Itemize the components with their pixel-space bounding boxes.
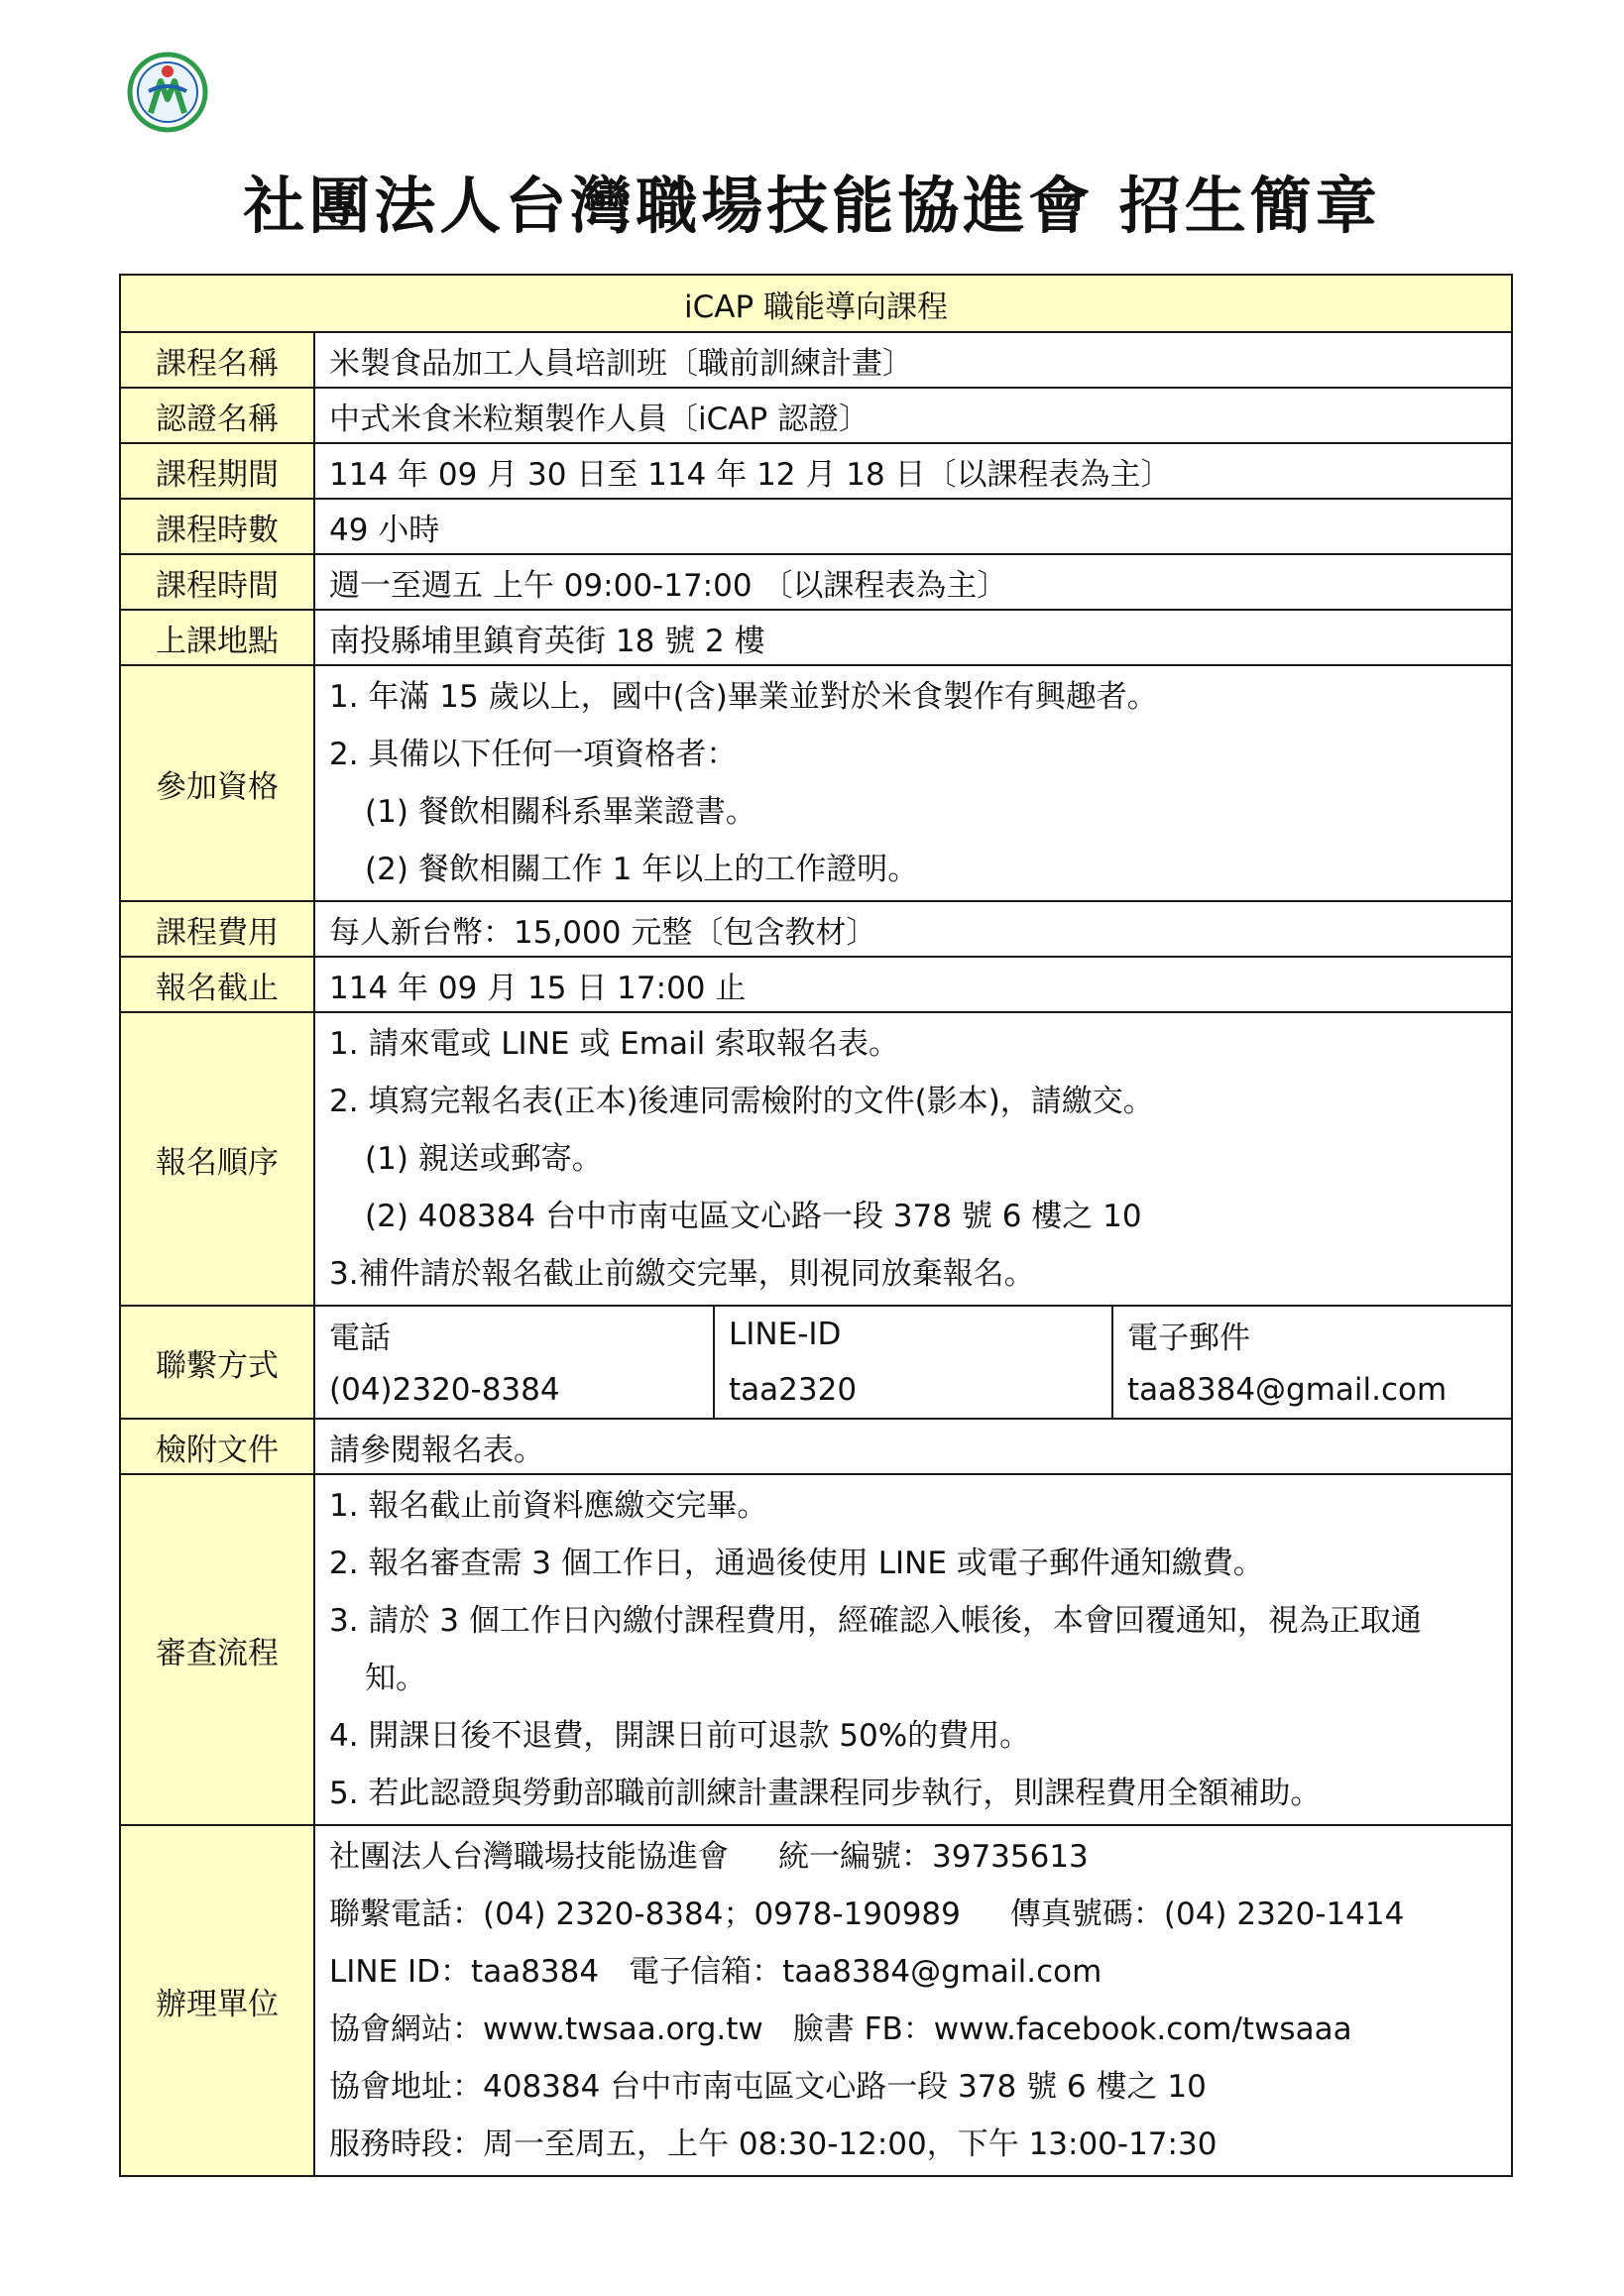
- review-line: 1. 報名截止前資料應繳交完畢。: [329, 1488, 768, 1524]
- enrollment-table: [119, 274, 1513, 2177]
- eligibility-content: [314, 665, 1512, 901]
- procedure-row: [120, 1012, 1512, 1306]
- organizer-fax: 傳真號碼：(04) 2320-1414: [1009, 1896, 1405, 1932]
- organizer-content: [314, 1825, 1512, 2176]
- time-label: 課程時間: [120, 554, 314, 610]
- table-header: iCAP 職能導向課程: [120, 275, 1512, 332]
- documents-value: 請參閱報名表。: [314, 1419, 1512, 1474]
- period-row: [120, 443, 1512, 499]
- phone-value: (04)2320-8384: [329, 1372, 560, 1408]
- contact-table: [315, 1307, 1511, 1418]
- organizer-line-id: LINE ID：taa8384: [329, 1954, 600, 1990]
- table-header-row: [120, 275, 1512, 332]
- review-row: [120, 1474, 1512, 1825]
- eligibility-line: 2. 具備以下任何一項資格者：: [329, 737, 738, 772]
- organizer-address: 協會地址：408384 台中市南屯區文心路一段 378 號 6 樓之 10: [329, 2069, 1207, 2105]
- organizer-line: [329, 1943, 1497, 2001]
- fee-value: 每人新台幣：15,000 元整〔包含教材〕: [314, 901, 1512, 957]
- procedure-line: 1. 請來電或 LINE 或 Email 索取報名表。: [329, 1026, 900, 1062]
- documents-label: 檢附文件: [120, 1419, 314, 1474]
- hours-row: [120, 499, 1512, 554]
- review-label: 審查流程: [120, 1474, 314, 1825]
- review-line: 2. 報名審查需 3 個工作日，通過後使用 LINE 或電子郵件通知繳費。: [329, 1546, 1264, 1581]
- review-line: 知。: [365, 1661, 426, 1696]
- procedure-line: 2. 填寫完報名表(正本)後連同需檢附的文件(影本)，請繳交。: [329, 1084, 1154, 1119]
- line-value: taa2320: [714, 1362, 1112, 1418]
- time-value: 週一至週五 上午 09:00-17:00 〔以課程表為主〕: [314, 554, 1512, 610]
- email-value: taa8384@gmail.com: [1112, 1362, 1511, 1418]
- hours-label: 課程時數: [120, 499, 314, 554]
- cert-name-row: [120, 388, 1512, 443]
- contact-row: [120, 1306, 1512, 1419]
- fee-row: [120, 901, 1512, 957]
- organizer-row: [120, 1825, 1512, 2176]
- course-name-value: 米製食品加工人員培訓班〔職前訓練計畫〕: [314, 332, 1512, 388]
- organizer-website[interactable]: 協會網站：www.twsaa.org.tw: [329, 2011, 763, 2047]
- eligibility-line: 1. 年滿 15 歲以上，國中(含)畢業並對於米食製作有興趣者。: [329, 679, 1158, 715]
- course-name-label: 課程名稱: [120, 332, 314, 388]
- phone-heading: 電話: [329, 1320, 391, 1356]
- location-value: 南投縣埔里鎮育英街 18 號 2 樓: [314, 610, 1512, 665]
- deadline-label: 報名截止: [120, 957, 314, 1012]
- documents-row: [120, 1419, 1512, 1474]
- location-label: 上課地點: [120, 610, 314, 665]
- association-logo-icon: [127, 52, 208, 133]
- review-line: 3. 請於 3 個工作日內繳付課程費用，經確認入帳後，本會回覆通知，視為正取通: [329, 1603, 1422, 1639]
- organizer-line: [329, 1886, 1497, 1943]
- period-value: 114 年 09 月 30 日至 114 年 12 月 18 日〔以課程表為主〕: [314, 443, 1512, 499]
- organizer-phone: 聯繫電話：(04) 2320-8384；0978-190989: [329, 1896, 961, 1932]
- organizer-name: 社團法人台灣職場技能協進會: [329, 1839, 729, 1875]
- procedure-label: 報名順序: [120, 1012, 314, 1306]
- procedure-line: (1) 親送或郵寄。: [365, 1141, 603, 1177]
- eligibility-row: [120, 665, 1512, 901]
- time-row: [120, 554, 1512, 610]
- review-line: 5. 若此認證與勞動部職前訓練計畫課程同步執行，則課程費用全額補助。: [329, 1776, 1322, 1811]
- organizer-line: [329, 1828, 1497, 1886]
- review-line: 4. 開課日後不退費，開課日前可退款 50%的費用。: [329, 1718, 1031, 1754]
- course-name-row: [120, 332, 1512, 388]
- period-label: 課程期間: [120, 443, 314, 499]
- hours-value: 49 小時: [314, 499, 1512, 554]
- organizer-line: [329, 2001, 1497, 2058]
- eligibility-label: 參加資格: [120, 665, 314, 901]
- eligibility-line: (2) 餐飲相關工作 1 年以上的工作證明。: [365, 852, 919, 887]
- organizer-facebook[interactable]: 臉書 FB：www.facebook.com/twsaaa: [792, 2011, 1352, 2047]
- organizer-hours: 服務時段：周一至周五，上午 08:30-12:00，下午 13:00-17:30: [329, 2126, 1218, 2162]
- organizer-label: 辦理單位: [120, 1825, 314, 2176]
- cert-name-label: 認證名稱: [120, 388, 314, 443]
- line-heading: LINE-ID: [714, 1307, 1112, 1362]
- procedure-line: 3.補件請於報名截止前繳交完畢，則視同放棄報名。: [329, 1256, 1035, 1292]
- eligibility-line: (1) 餐飲相關科系畢業證書。: [365, 794, 756, 830]
- deadline-row: [120, 957, 1512, 1012]
- cert-name-value: 中式米食米粒類製作人員〔iCAP 認證〕: [314, 388, 1512, 443]
- organizer-tax-id: 統一編號：39735613: [778, 1839, 1089, 1875]
- procedure-line: (2) 408384 台中市南屯區文心路一段 378 號 6 樓之 10: [365, 1199, 1142, 1234]
- fee-label: 課程費用: [120, 901, 314, 957]
- review-content: [314, 1474, 1512, 1825]
- procedure-content: [314, 1012, 1512, 1306]
- page-title: 社團法人台灣職場技能協進會 招生簡章: [243, 170, 1381, 242]
- email-heading: 電子郵件: [1112, 1307, 1511, 1362]
- location-row: [120, 610, 1512, 665]
- deadline-value: 114 年 09 月 15 日 17:00 止: [314, 957, 1512, 1012]
- contact-label: 聯繫方式: [120, 1306, 314, 1419]
- organizer-email[interactable]: 電子信箱：taa8384@gmail.com: [629, 1954, 1102, 1990]
- contact-content: [314, 1306, 1512, 1419]
